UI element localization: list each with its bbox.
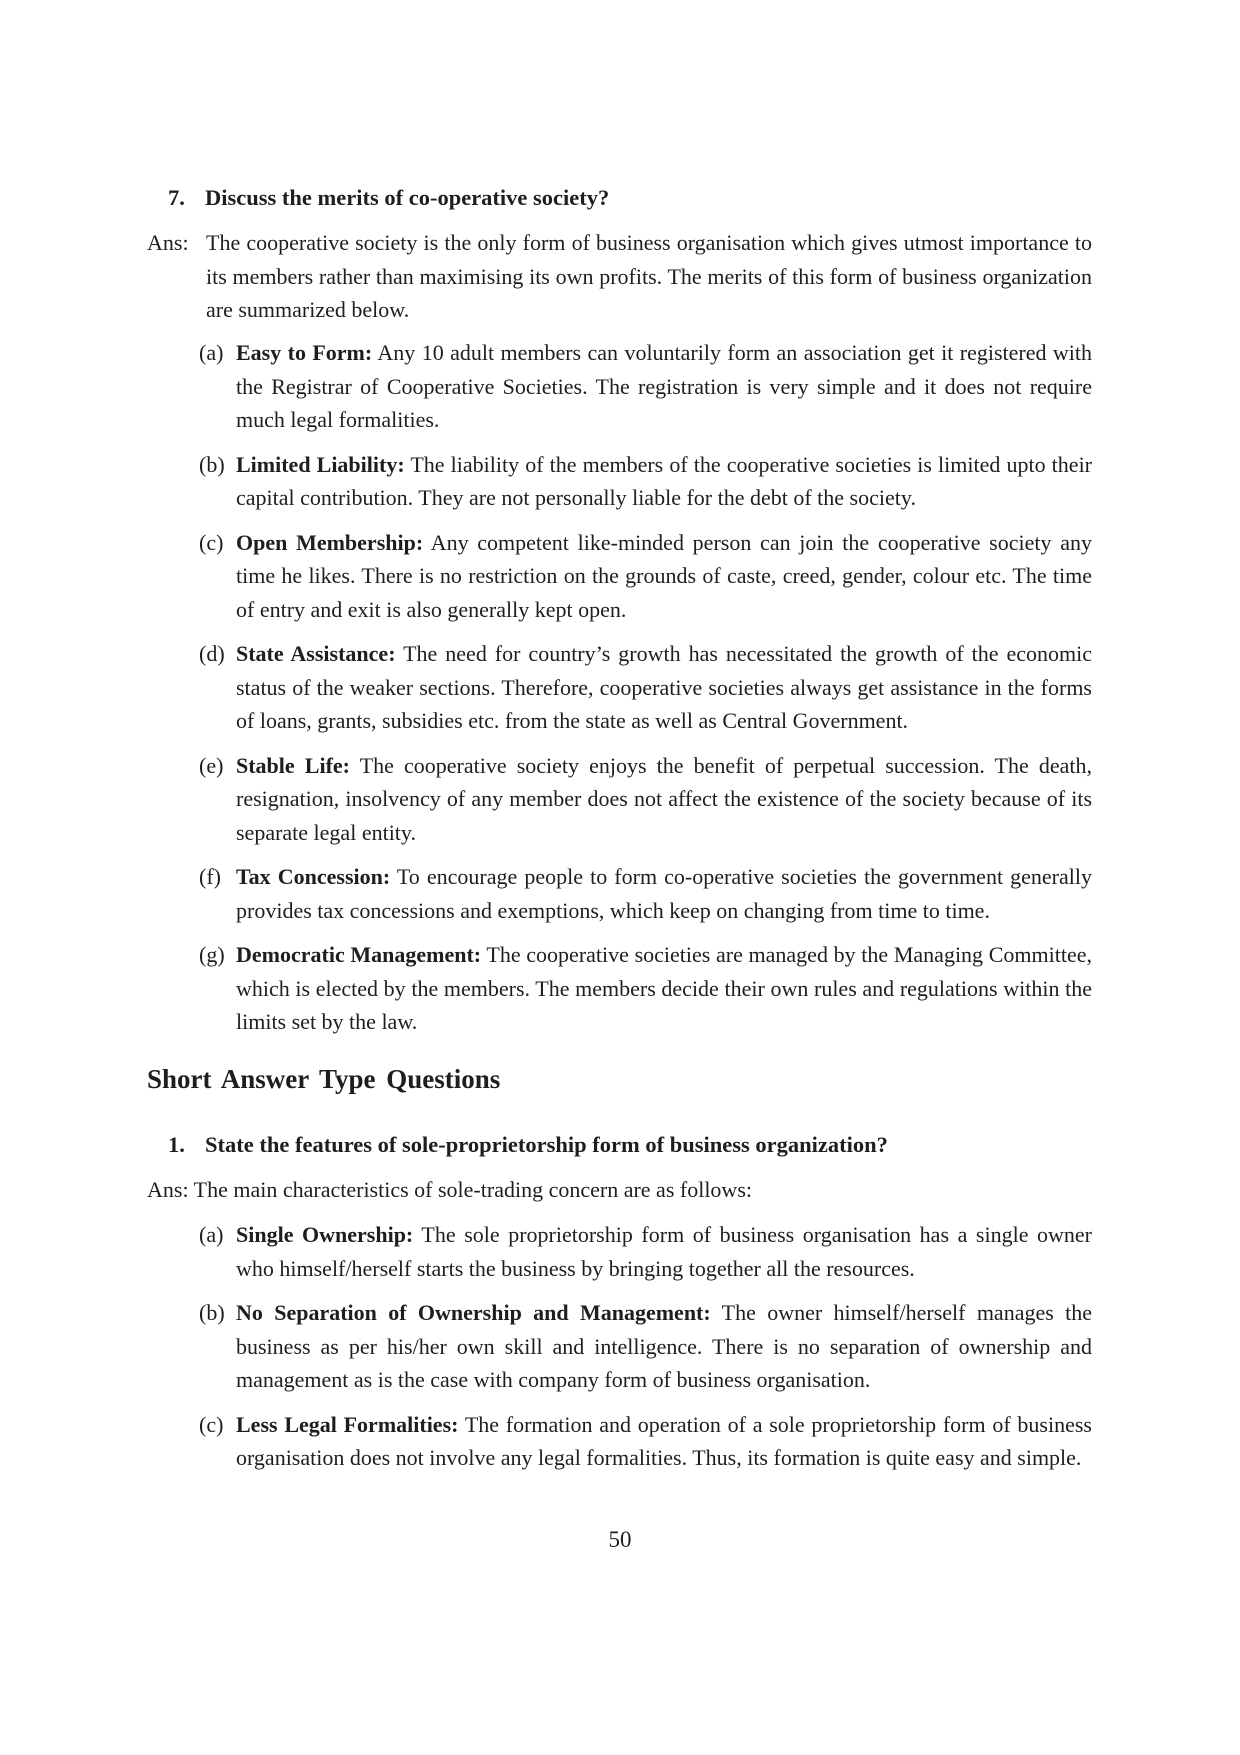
item-body: The cooperative societies are managed by the Managing Committee, which is elected by the members. The members decide their own rules and regulations within the limits set by the law.: [236, 942, 1092, 1034]
item-marker: (c): [199, 1411, 224, 1437]
item-heading: Easy to Form:: [236, 340, 373, 365]
item-marker: (f): [199, 864, 221, 889]
question-number: 7.: [168, 185, 185, 210]
question-number: 1.: [168, 1132, 185, 1157]
item-body: Any 10 adult members can voluntarily form an association get it registered with the Registrar of Cooperative Societies. The registration is very simple and it does not require much legal formalities.: [236, 340, 1092, 432]
question-text: Discuss the merits of co-operative society?: [205, 185, 610, 210]
item-heading: State Assistance:: [236, 641, 396, 666]
answer-1-intro: Ans: The main characteristics of sole-trading concern are as follows:: [147, 1177, 752, 1202]
feature-item-b: [199, 1296, 1092, 1397]
page-number: 50: [608, 1527, 632, 1552]
item-heading: Stable Life:: [236, 752, 350, 778]
section-title: Short Answer Type Questions: [147, 1064, 501, 1094]
answer-7: [147, 226, 1092, 327]
item-body: The liability of the members of the cooperative societies is limited upto their capital contribution. They are not personally liable for the debt of the society.: [236, 451, 1093, 510]
merit-item-c: [199, 526, 1092, 627]
question-1: [168, 1128, 1088, 1162]
features-list: [199, 1218, 1092, 1486]
item-marker: (a): [199, 340, 224, 365]
merit-item-g: [199, 938, 1092, 1039]
item-heading: Single Ownership:: [236, 1222, 414, 1247]
item-heading: Democratic Management:: [236, 942, 482, 967]
item-body: The need for country’s growth has necessitated the growth of the economic status of the weaker sections. Therefore, cooperative societies always get assistance in the forms of loans, grants, subsidies etc. from the state as well as Central Government.: [236, 641, 1092, 733]
item-marker: (d): [199, 641, 225, 666]
item-marker: (a): [199, 1222, 224, 1247]
item-heading: Less Legal Formalities:: [236, 1411, 459, 1437]
item-heading: Tax Concession:: [236, 864, 391, 889]
merits-list: [199, 336, 1092, 1050]
answer-intro: The cooperative society is the only form of business organisation which gives utmost importance to its members rather than maximising its own profits. The merits of this form of business organization are summarized below.: [206, 230, 1092, 322]
merit-item-d: [199, 637, 1092, 738]
item-marker: (e): [199, 752, 224, 778]
item-marker: (c): [199, 529, 224, 555]
item-body: Any competent like-minded person can join the cooperative society any time he likes. There is no restriction on the grounds of caste, creed, gender, colour etc. The time of entry and exit is also generally kept open.: [236, 529, 1092, 622]
merit-item-a: [199, 336, 1092, 437]
item-body: To encourage people to form co-operative societies the government generally provides tax concessions and exemptions, which keep on changing from time to time.: [236, 864, 1092, 923]
merit-item-b: [199, 448, 1092, 515]
answer-label: Ans:: [147, 230, 189, 255]
item-marker: (b): [199, 451, 225, 477]
item-heading: Open Membership:: [236, 529, 424, 555]
feature-item-c: [199, 1408, 1092, 1475]
item-marker: (g): [199, 942, 225, 967]
item-body: The formation and operation of a sole proprietorship form of business organisation does not involve any legal formalities. Thus, its formation is quite easy and simple.: [236, 1411, 1092, 1470]
item-body: The owner himself/herself manages the business as per his/her own skill and intelligence. There is no separation of ownership and management as is the case with company form of business organisation.: [236, 1300, 1093, 1392]
item-body: The sole proprietorship form of business organisation has a single owner who himself/herself starts the business by bringing together all the resources.: [236, 1222, 1092, 1281]
item-body: The cooperative society enjoys the benefit of perpetual succession. The death, resignation, insolvency of any member does not affect the existence of the society because of its separate legal entity.: [236, 752, 1092, 845]
merit-item-f: [199, 860, 1092, 927]
merit-item-e: [199, 749, 1092, 850]
item-marker: (b): [199, 1300, 225, 1325]
item-heading: Limited Liability:: [236, 451, 405, 477]
question-text: State the features of sole-proprietorship form of business organization?: [205, 1132, 888, 1157]
item-heading: No Separation of Ownership and Management:: [236, 1300, 711, 1325]
question-7: [168, 181, 1088, 215]
feature-item-a: [199, 1218, 1092, 1285]
